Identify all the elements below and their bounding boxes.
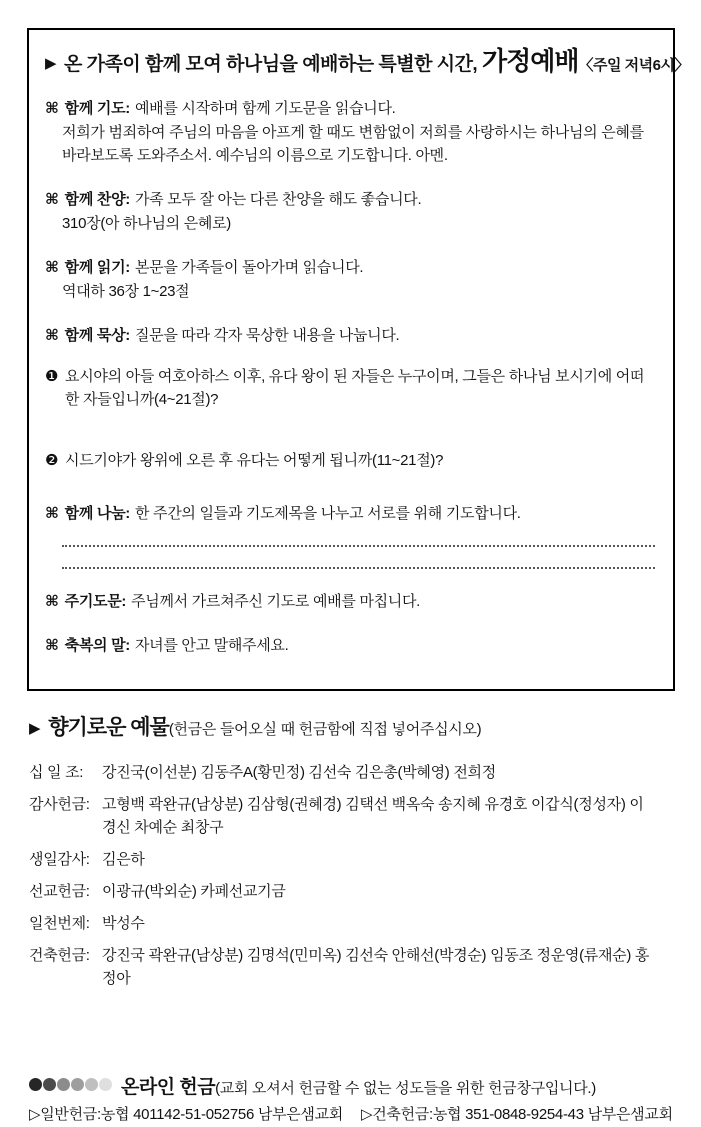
- offering-row-label: 십 일 조:: [29, 764, 84, 781]
- command-icon: ⌘: [45, 327, 59, 344]
- worship-section-reading: [45, 256, 657, 303]
- offering-row-tithe: [29, 761, 675, 784]
- offering-title: [29, 715, 675, 743]
- offering-row-names: 박성수: [102, 915, 145, 932]
- family-worship-title-text: 온 가족이 함께 모여 하나님을 예배하는 특별한 시간,: [64, 54, 478, 75]
- section-heading: [45, 590, 657, 613]
- offering-row-names: 이광규(박외순) 카페선교기금: [102, 883, 286, 900]
- offering-list: [29, 761, 675, 990]
- section-label: 축복의 말:: [64, 637, 130, 654]
- offering-row-thousand: [29, 912, 675, 935]
- account-building: ▷건축헌금:농협 351-0848-9254-43 남부은샘교회: [361, 1106, 673, 1124]
- offering-row-label: 선교헌금:: [29, 883, 90, 900]
- section-heading: [45, 256, 657, 279]
- command-icon: ⌘: [45, 637, 59, 654]
- command-icon: ⌘: [45, 100, 59, 117]
- offering-row-thanksgiving: [29, 793, 675, 839]
- section-detail: 310장(아 하나님의 은혜로): [62, 215, 231, 232]
- gradient-dot: [57, 1078, 70, 1091]
- family-worship-box: [27, 28, 689, 691]
- online-giving-accounts: [29, 1103, 675, 1127]
- offering-row-label: 생일감사:: [29, 851, 90, 868]
- offering-row-names: 김은하: [102, 851, 145, 868]
- worship-section-blessing: [45, 634, 657, 657]
- section-label: 함께 묵상:: [64, 327, 130, 344]
- section-heading: [45, 502, 657, 525]
- section-label: 함께 찬양:: [64, 191, 130, 208]
- command-icon: ⌘: [45, 191, 59, 208]
- section-label: 함께 읽기:: [64, 259, 130, 276]
- section-heading: [45, 634, 657, 657]
- command-icon: ⌘: [45, 505, 59, 522]
- online-giving-heading: [29, 1077, 675, 1100]
- section-text: 자녀를 안고 말해주세요.: [134, 637, 289, 654]
- section-detail: 저희가 범죄하여 주님의 마음을 아프게 할 때도 변함없이 저희를 사랑하시는 하나님의 은혜를 바라보도록 도와주소서. 예수님의 이름으로 기도합니다. 아멘.: [62, 124, 644, 164]
- section-heading: [45, 97, 657, 120]
- worship-section-meditation: [45, 324, 657, 472]
- offering-row-names: 강진국 곽완규(남상분) 김명석(민미옥) 김선숙 안해선(박경순) 임동조 정운영(류재순) 홍정아: [102, 947, 650, 987]
- gradient-dots-icon: [29, 1076, 113, 1098]
- offering-title-note: (헌금은 들어오실 때 헌금함에 직접 넣어주십시오): [168, 721, 482, 738]
- section-text: 예배를 시작하며 함께 기도문을 읽습니다.: [134, 100, 396, 117]
- offering-row-mission: [29, 880, 675, 903]
- section-detail: 역대하 36장 1~23절: [62, 283, 190, 300]
- section-text: 한 주간의 일들과 기도제목을 나누고 서로를 위해 기도합니다.: [134, 505, 521, 522]
- gradient-dot: [85, 1078, 98, 1091]
- offering-row-names: 고형백 곽완규(남상분) 김삼형(권혜경) 김택선 백옥숙 송지혜 유경호 이갑식(정성자) 이경신 차예순 최창구: [102, 796, 644, 836]
- triangle-bullet-icon: ▶: [29, 720, 41, 737]
- worship-section-sharing: [45, 502, 657, 569]
- worship-section-prayer: [45, 97, 657, 167]
- section-text: 가족 모두 잘 아는 다른 찬양을 해도 좋습니다.: [134, 191, 422, 208]
- offering-title-main: 향기로운 예물: [48, 716, 169, 739]
- gradient-dot: [99, 1078, 112, 1091]
- online-giving-title: 온라인 헌금: [121, 1077, 216, 1098]
- family-worship-title: [45, 44, 689, 83]
- command-icon: ⌘: [45, 593, 59, 610]
- offering-row-building: [29, 944, 675, 990]
- section-heading: [45, 188, 657, 211]
- gradient-dot: [43, 1078, 56, 1091]
- section-label: 함께 기도:: [64, 100, 130, 117]
- numbered-circle-icon: ❷: [45, 452, 59, 469]
- offering-row-birthday: [29, 848, 675, 871]
- online-giving: [29, 1077, 675, 1127]
- meditation-question-2: [45, 449, 657, 472]
- online-giving-note: (교회 오셔서 헌금할 수 없는 성도들을 위한 헌금창구입니다.): [215, 1080, 596, 1097]
- worship-section-praise: [45, 188, 657, 235]
- section-heading: [45, 324, 657, 347]
- meditation-question-1: [45, 365, 657, 411]
- section-text: 주님께서 가르쳐주신 기도로 예배를 마칩니다.: [131, 593, 421, 610]
- offering-row-label: 일천번제:: [29, 915, 90, 932]
- command-icon: ⌘: [45, 259, 59, 276]
- gradient-dot: [71, 1078, 84, 1091]
- section-label: 주기도문:: [64, 593, 127, 610]
- offering-row-names: 강진국(이선분) 김동주A(황민정) 김선숙 김은총(박혜영) 전희정: [102, 764, 496, 781]
- offering-row-label: 건축헌금:: [29, 947, 90, 964]
- writing-line: [62, 567, 655, 569]
- section-label: 함께 나눔:: [64, 505, 130, 522]
- triangle-bullet-icon: ▶: [45, 55, 57, 72]
- question-text: 요시야의 아들 여호아하스 이후, 유다 왕이 된 자들은 누구이며, 그들은 하나님 보시기에 어떠한 자들입니까(4~21절)?: [65, 368, 645, 408]
- section-text: 본문을 가족들이 돌아가며 읽습니다.: [134, 259, 364, 276]
- offering-row-label: 감사헌금:: [29, 796, 90, 813]
- family-worship-title-main: 가정예배: [482, 46, 579, 76]
- worship-section-lords-prayer: [45, 590, 657, 613]
- gradient-dot: [29, 1078, 42, 1091]
- section-text: 질문을 따라 각자 묵상한 내용을 나눕니다.: [134, 327, 400, 344]
- question-text: 시드기야가 왕위에 오른 후 유다는 어떻게 됩니까(11~21절)?: [65, 452, 444, 469]
- numbered-circle-icon: ❶: [45, 368, 59, 385]
- family-worship-time: 〈주일 저녁6시〉: [578, 57, 689, 74]
- writing-line: [62, 545, 655, 547]
- account-general: ▷일반헌금:농협 401142-51-052756 남부은샘교회: [29, 1106, 343, 1124]
